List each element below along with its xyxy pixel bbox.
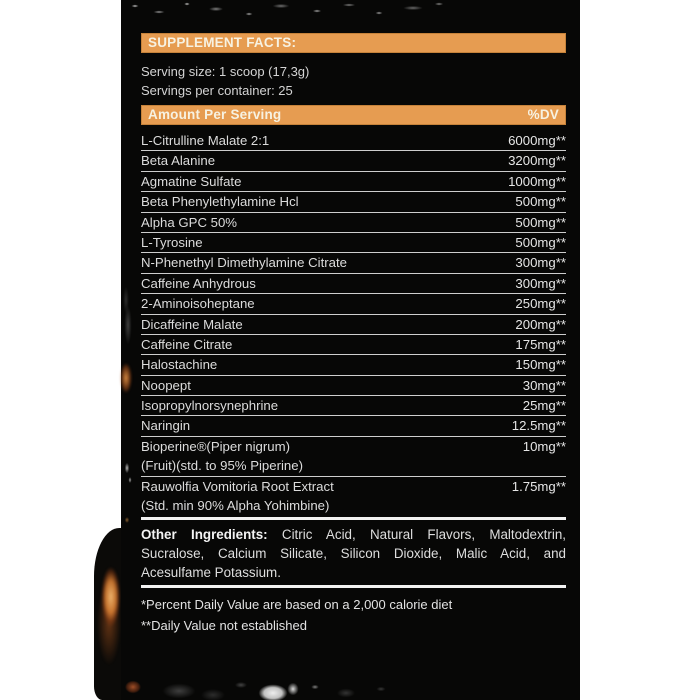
- ingredient-name: Isopropylnorsynephrine: [141, 398, 279, 414]
- ingredient-row: [141, 151, 566, 171]
- dv-header-label: %DV: [527, 107, 559, 122]
- ingredient-row: [141, 294, 566, 314]
- ingredient-row: [141, 233, 566, 253]
- ingredient-amount: 1000mg**: [508, 173, 566, 189]
- ingredient-name: Agmatine Sulfate: [141, 173, 242, 189]
- ingredient-amount: 3200mg**: [508, 153, 566, 169]
- ingredient-name-line2: (Std. min 90% Alpha Yohimbine): [141, 498, 330, 514]
- ingredient-amount: 175mg**: [515, 336, 566, 352]
- ingredients-table: [141, 131, 566, 515]
- amount-per-serving-bar: [141, 105, 566, 125]
- supplement-facts-header-bar: [141, 33, 566, 53]
- label-content: [141, 0, 566, 636]
- ingredient-amount: 30mg**: [522, 377, 566, 393]
- other-ingredients-label: Other Ingredients:: [141, 527, 268, 543]
- footnote-daily-value: *Percent Daily Value are based on a 2,000 calorie diet: [141, 597, 453, 613]
- ingredient-amount: 500mg**: [515, 234, 566, 250]
- ingredient-row: [141, 213, 566, 233]
- serving-size-text: Serving size: 1 scoop (17,3g): [141, 64, 310, 79]
- ingredient-row: [141, 396, 566, 416]
- ingredient-name: Rauwolfia Vomitoria Root Extract: [141, 478, 334, 494]
- ingredient-name: Caffeine Citrate: [141, 336, 233, 352]
- flame-glow-texture: [119, 360, 133, 400]
- ingredient-name: Alpha GPC 50%: [141, 214, 238, 230]
- thick-divider: [141, 585, 566, 588]
- ingredient-name: Caffeine Anhydrous: [141, 275, 256, 291]
- footnote-not-established: **Daily Value not established: [141, 617, 307, 633]
- ingredient-amount: 500mg**: [515, 194, 566, 210]
- ingredient-amount: 25mg**: [522, 398, 566, 414]
- ingredient-row: [141, 376, 566, 396]
- ingredient-name: Beta Alanine: [141, 153, 216, 169]
- flame-glow-texture: [94, 552, 124, 670]
- ingredient-amount: 200mg**: [515, 316, 566, 332]
- ingredient-row: [141, 172, 566, 192]
- other-ingredients-text: Citric Acid, Natural Flavors, Maltodextrin, Sucralose, Calcium Silicate, Silicon Dioxide, Malic Acid, and Acesulfame Potassium.: [141, 527, 566, 580]
- ingredient-amount: 1.75mg**: [511, 478, 566, 494]
- ingredient-amount: 6000mg**: [508, 133, 566, 148]
- ingredient-row: [141, 131, 566, 151]
- ingredient-amount: 300mg**: [515, 275, 566, 291]
- ingredient-row: [141, 315, 566, 335]
- ingredient-name: Beta Phenylethylamine Hcl: [141, 194, 299, 210]
- ingredient-amount: 500mg**: [515, 214, 566, 230]
- ingredient-name-line2: (Fruit)(std. to 95% Piperine): [141, 458, 303, 474]
- ingredient-row: [141, 477, 566, 516]
- other-ingredients-paragraph: [141, 526, 566, 582]
- ingredient-amount: 300mg**: [515, 255, 566, 271]
- ingredient-amount: 10mg**: [522, 438, 566, 454]
- ingredient-name: Bioperine®(Piper nigrum): [141, 438, 290, 454]
- ingredient-amount: 250mg**: [515, 296, 566, 312]
- ingredient-name: Naringin: [141, 418, 191, 434]
- thick-divider: [141, 517, 566, 520]
- edge-texture: [121, 0, 134, 700]
- ingredient-row: [141, 437, 566, 477]
- supplement-label: [121, 0, 580, 700]
- amount-header-label: Amount Per Serving: [148, 107, 282, 122]
- ingredient-row: [141, 416, 566, 436]
- footnotes: [141, 595, 566, 636]
- ingredient-name: L-Tyrosine: [141, 234, 203, 250]
- ingredient-row: [141, 274, 566, 294]
- ingredient-row: [141, 335, 566, 355]
- serving-info: [141, 63, 566, 100]
- ingredient-name: 2-Aminoisoheptane: [141, 296, 255, 312]
- ingredient-name: L-Citrulline Malate 2:1: [141, 133, 270, 148]
- ingredient-row: [141, 355, 566, 375]
- ingredient-name: N-Phenethyl Dimethylamine Citrate: [141, 255, 347, 271]
- supplement-facts-title: SUPPLEMENT FACTS:: [148, 35, 297, 50]
- ingredient-row: [141, 192, 566, 212]
- servings-per-container-text: Servings per container: 25: [141, 82, 293, 98]
- splash-texture: [121, 673, 580, 700]
- ingredient-amount: 150mg**: [515, 357, 566, 373]
- ingredient-row: [141, 253, 566, 273]
- ingredient-name: Halostachine: [141, 357, 218, 373]
- ingredient-name: Noopept: [141, 377, 191, 393]
- ingredient-amount: 12.5mg**: [511, 418, 566, 434]
- ingredient-name: Dicaffeine Malate: [141, 316, 243, 332]
